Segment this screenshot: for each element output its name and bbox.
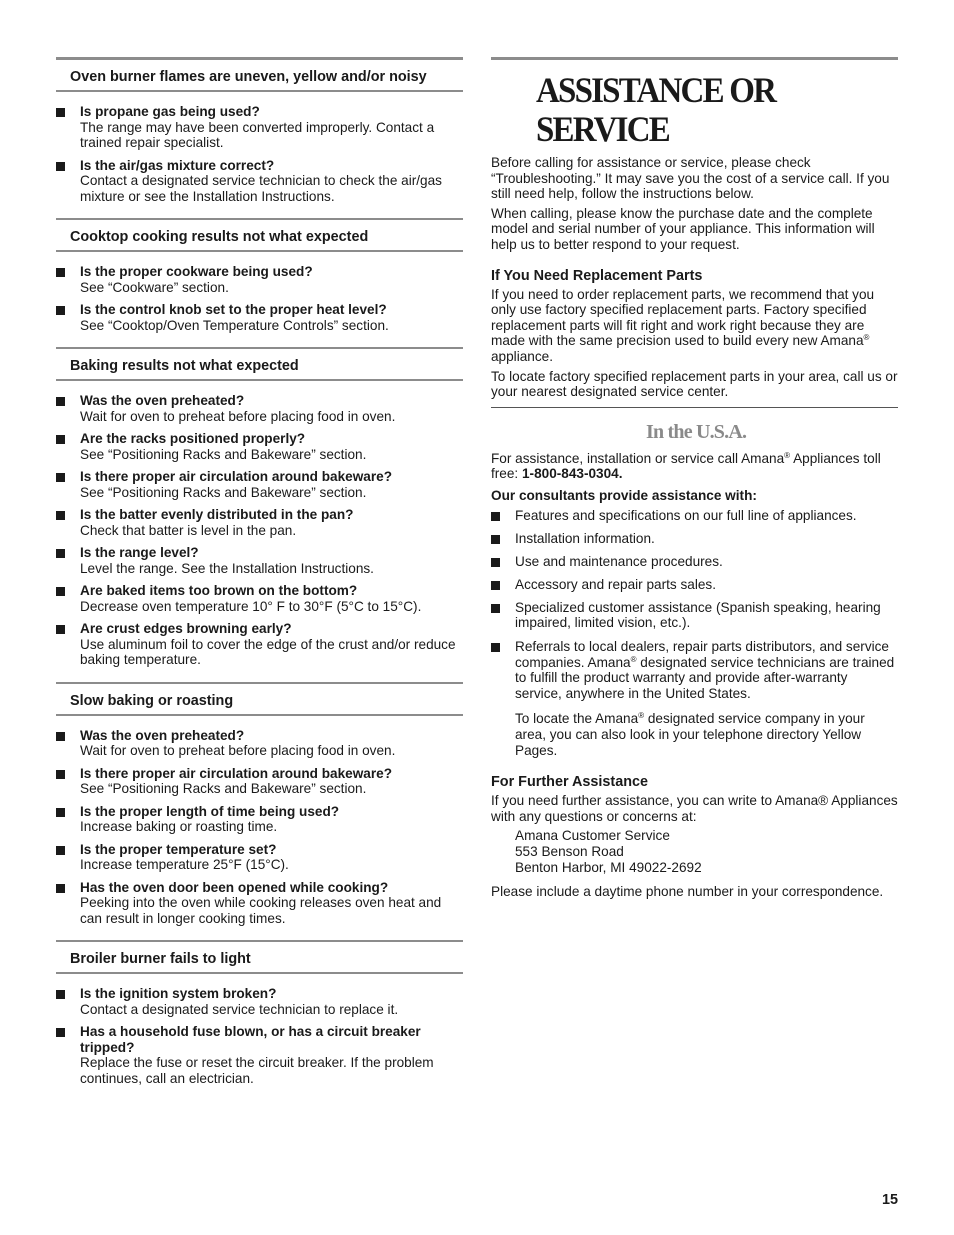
question-text: Is the ignition system broken? [80,986,277,1001]
square-bullet-icon [56,397,65,406]
page-title: ASSISTANCE OR SERVICE [536,72,776,150]
square-bullet-icon [56,587,65,596]
square-bullet-icon [56,808,65,817]
square-bullet-icon [491,581,500,590]
answer-text: Replace the fuse or reset the circuit breaker. If the problem continues, call an electrician. [80,1055,434,1086]
square-bullet-icon [56,162,65,171]
answer-text: Increase temperature 25°F (15°C). [80,857,289,872]
list-item [56,302,463,333]
section-list [56,974,463,1100]
answer-text: See “Cookware” section. [80,279,229,295]
square-bullet-icon [56,1028,65,1037]
question-text: Was the oven preheated? [80,727,245,743]
intro-paragraph-2: When calling, please know the purchase date and the complete model and serial number of your appliance. This information will help us to better respond to your request. [491,205,875,252]
question-text: Is the proper temperature set? [80,841,277,857]
consultants-list [491,508,898,702]
list-item [56,583,463,614]
assistance-column [491,57,898,904]
page-number: 15 [881,1192,898,1208]
question-text: Is the range level? [80,545,199,560]
list-item [56,104,463,151]
list-item [56,986,463,1017]
answer-text: The range may have been converted improperly. Contact a trained repair specialist. [80,119,435,150]
consultants-heading: Our consultants provide assistance with: [491,487,757,503]
list-item [56,728,463,759]
square-bullet-icon [56,732,65,741]
square-bullet-icon [491,535,500,544]
list-item [56,621,463,668]
list-item [56,431,463,462]
toll-free-phone: 1-800-843-0304. [521,466,623,482]
question-text: Was the oven preheated? [80,393,245,408]
answer-text: Wait for oven to preheat before placing food in oven. [80,408,396,424]
list-item: Features and specifications on our full line of appliances. [491,508,898,524]
answer-text: Decrease oven temperature 10° F to 30°F (5°C to 15°C). [80,598,422,614]
square-bullet-icon [491,558,500,567]
answer-text: See “Positioning Racks and Bakeware” section. [80,484,367,500]
list-item [56,158,463,205]
list-item [56,469,463,500]
square-bullet-icon [56,990,65,999]
answer-text: Peeking into the oven while cooking releases oven heat and can result in longer cooking times. [80,895,442,926]
answer-text: Contact a designated service technician to check the air/gas mixture or see the Installation Instructions. [80,173,442,204]
list-item [56,545,463,576]
square-bullet-icon [56,549,65,558]
section-heading: Cooktop cooking results not what expected [56,218,463,252]
locate-service-paragraph: To locate the Amana® designated service company in your area, you can also look in your telephone directory Yellow Pages. [515,711,865,758]
square-bullet-icon [491,643,500,652]
section-heading: Slow baking or roasting [56,682,463,716]
question-text: Is the proper length of time being used? [80,803,340,819]
further-assistance-heading: For Further Assistance [491,774,649,791]
list-item: Use and maintenance procedures. [491,554,898,570]
question-text: Is the batter evenly distributed in the pan? [80,507,354,522]
answer-text: Level the range. See the Installation Instructions. [80,560,374,576]
list-item [56,804,463,835]
list-item: Specialized customer assistance (Spanish speaking, hearing impaired, limited vision, etc.). [491,600,898,631]
top-rule [491,57,898,60]
further-assistance-paragraph: If you need further assistance, you can write to Amana® Appliances with any questions or concerns at: [491,793,898,824]
question-text: Is the air/gas mixture correct? [80,157,275,173]
square-bullet-icon [56,268,65,277]
square-bullet-icon [491,604,500,613]
answer-text: Use aluminum foil to cover the edge of the crust and/or reduce baking temperature. [80,636,456,667]
question-text: Has the oven door been opened while cooking? [80,879,389,895]
intro-paragraph-1: Before calling for assistance or service, please check “Troubleshooting.” It may save you the cost of a service call. If you still need help, follow the instructions below. [491,155,890,202]
square-bullet-icon [56,435,65,444]
troubleshooting-column [56,57,463,1100]
usa-paragraph: For assistance, installation or service call Amana® Appliances toll free: 1-800-843-0304. [491,450,881,482]
square-bullet-icon [56,884,65,893]
answer-text: See “Positioning Racks and Bakeware” section. [80,781,367,796]
mailing-address [491,828,898,875]
section-divider [491,407,898,408]
section-heading: Oven burner flames are uneven, yellow and/or noisy [56,57,463,92]
question-text: Has a household fuse blown, or has a circuit breaker tripped? [80,1024,421,1055]
square-bullet-icon [56,625,65,634]
locate-parts-paragraph: To locate factory specified replacement parts in your area, call us or your nearest designated service center. [491,368,898,400]
list-item [56,880,463,927]
square-bullet-icon [56,306,65,315]
replacement-parts-heading: If You Need Replacement Parts [491,267,703,284]
registered-mark: ® [863,333,870,343]
closing-paragraph: Please include a daytime phone number in your correspondence. [491,884,884,900]
section-heading: Broiler burner fails to light [56,940,463,974]
section-list [56,381,463,682]
question-text: Is there proper air circulation around bakeware? [80,765,392,781]
question-text: Is there proper air circulation around bakeware? [80,469,392,484]
square-bullet-icon [56,473,65,482]
question-text: Is the control knob set to the proper heat level? [80,302,387,317]
question-text: Is the proper cookware being used? [80,264,313,279]
section-list [56,92,463,218]
answer-text: Contact a designated service technician to replace it. [80,1001,399,1017]
list-item [56,766,463,797]
question-text: Are crust edges browning early? [80,621,292,636]
list-item [56,507,463,538]
list-item [56,393,463,424]
question-text: Is propane gas being used? [80,104,260,119]
address-line: Benton Harbor, MI 49022-2692 [515,859,702,875]
section-heading: Baking results not what expected [56,347,463,381]
list-item: Installation information. [491,531,898,547]
list-item [56,1024,463,1086]
answer-text: Check that batter is level in the pan. [80,522,297,538]
section-list [56,716,463,941]
replacement-parts-paragraph: If you need to order replacement parts, we recommend that you only use factory specified replacement parts. Factory specified replacement parts will fit right and work right because they are made with the same precision used to build every new Amana® appliance. [491,286,875,364]
answer-text: See “Positioning Racks and Bakeware” section. [80,446,367,462]
list-item [56,264,463,295]
list-item [56,842,463,873]
list-item: Accessory and repair parts sales. [491,577,898,593]
answer-text: Increase baking or roasting time. [80,819,278,834]
answer-text: Wait for oven to preheat before placing food in oven. [80,743,396,758]
address-line: Amana Customer Service [515,828,670,844]
answer-text: See “Cooktop/Oven Temperature Controls” section. [80,317,389,333]
question-text: Are baked items too brown on the bottom? [80,583,358,598]
square-bullet-icon [56,846,65,855]
question-text: Are the racks positioned properly? [80,431,306,446]
square-bullet-icon [56,770,65,779]
usa-heading: In the U.S.A. [646,420,747,443]
square-bullet-icon [56,511,65,520]
address-line: 553 Benson Road [515,844,624,859]
section-list [56,252,463,347]
list-item: Referrals to local dealers, repair parts distributors, and service companies. Amana® designated service technicians are trained to fulfill the product warranty and provide after-warranty service, anywhere in the United States. [491,639,898,701]
square-bullet-icon [491,512,500,521]
square-bullet-icon [56,108,65,117]
